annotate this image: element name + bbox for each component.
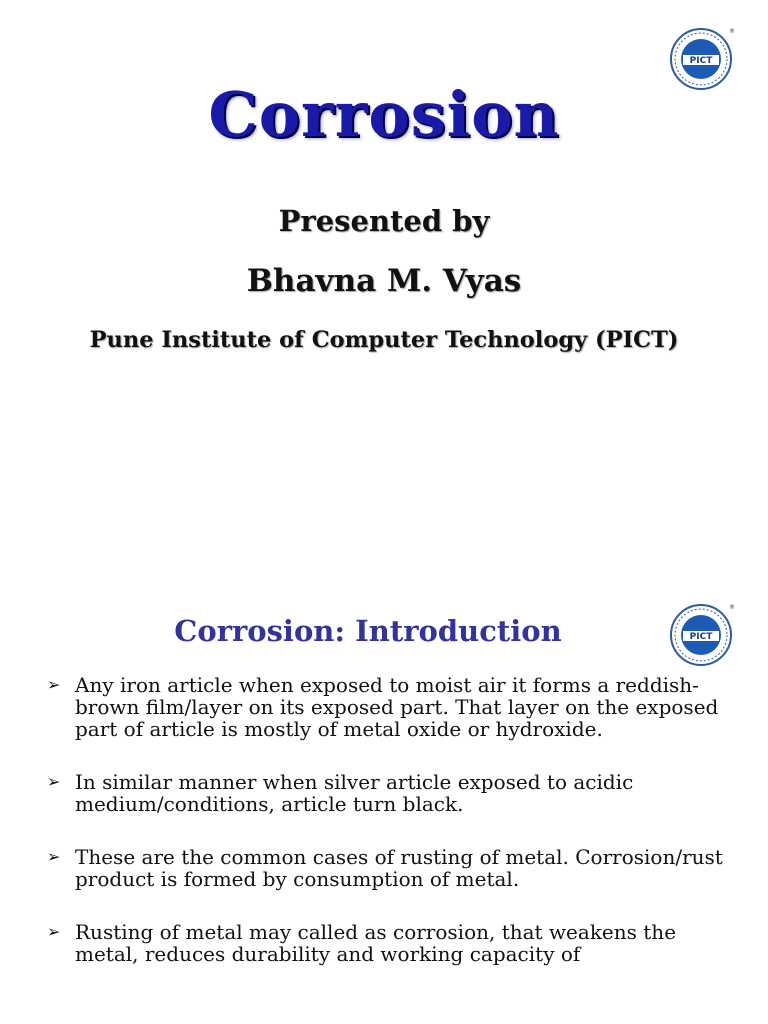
arrow-bullet-icon: ➢	[47, 847, 61, 866]
main-title: Corrosion	[208, 78, 560, 151]
bullet-list	[44, 674, 744, 996]
list-item	[44, 771, 744, 815]
bullet-text: Any iron article when exposed to moist air it forms a reddish-brown film/layer on its exposed part. That layer on the exposed part of article is mostly of metal oxide or hydroxide.	[75, 673, 719, 741]
bullet-text: These are the common cases of rusting of metal. Corrosion/rust product is formed by consumption of metal.	[75, 845, 723, 891]
author-name: Bhavna M. Vyas	[246, 263, 522, 299]
bullet-text: In similar manner when silver article exposed to acidic medium/conditions, article turn black.	[75, 770, 634, 816]
intro-slide	[0, 576, 768, 1024]
arrow-bullet-icon: ➢	[47, 675, 61, 694]
svg-text:PICT: PICT	[689, 56, 713, 66]
arrow-bullet-icon: ➢	[47, 922, 61, 941]
svg-text:®: ®	[729, 28, 735, 35]
intro-title: Corrosion: Introduction	[174, 614, 562, 648]
presented-by-label: Presented by	[278, 204, 490, 238]
institute-name: Pune Institute of Computer Technology (PICT)	[89, 327, 679, 353]
svg-text:®: ®	[729, 604, 735, 611]
list-item	[44, 674, 744, 740]
bullet-text: Rusting of metal may called as corrosion, that weakens the metal, reduces durability and working capacity of	[75, 920, 677, 966]
arrow-bullet-icon: ➢	[47, 772, 61, 791]
list-item	[44, 921, 744, 965]
list-item	[44, 846, 744, 890]
svg-text:PICT: PICT	[689, 632, 713, 642]
